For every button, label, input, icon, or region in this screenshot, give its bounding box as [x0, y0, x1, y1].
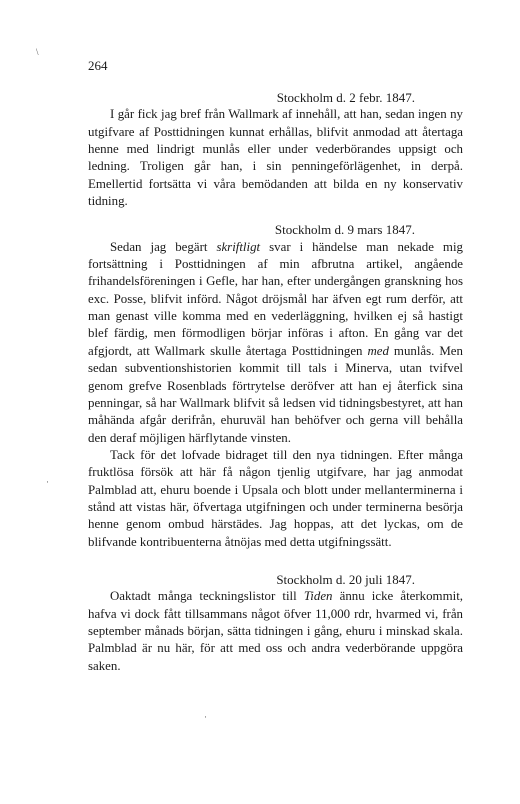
- letter-date: Stockholm d. 20 juli 1847.: [276, 571, 415, 587]
- margin-mark: \: [36, 47, 39, 57]
- paragraph: [88, 447, 463, 551]
- text-run: Sedan jag begärt: [110, 239, 217, 254]
- letter-1: [88, 89, 463, 210]
- letter-2: [88, 221, 463, 551]
- text-run: I går fick jag bref från Wallmark af innehåll, att han, sedan ingen ny utgifvare af Posttidningen kunnat erhållas, blifvit anmodad att återtaga henne med lindrigt munlås eller under vederbörandes uppsigt och ledning. Troligen går han, i sin penningeförlägenhet, in derpå. Emellertid fortsätta vi våra bemödanden att bilda en ny konservativ tidning.: [88, 107, 463, 209]
- bottom-dot: ·: [204, 712, 207, 722]
- text-run: ännu icke återkommit, hafva vi dock fått tillsammans något öfver 11,000 rdr, hvarmed vi, från september månads början, sätta tidningen i gång, ehuru i minskad skala. Palmblad är nu här, för att med oss och andra vederbörande uppgöra saken.: [88, 589, 464, 673]
- letter-date: Stockholm d. 2 febr. 1847.: [276, 90, 415, 105]
- text-run: Oaktadt många teckningslistor till: [110, 589, 304, 604]
- margin-dot: ·: [46, 477, 49, 487]
- paragraph: [88, 588, 463, 675]
- text-run: Tack för det lofvade bidraget till den nya tidningen. Efter många fruktlösa försök att här få någon tjenlig utgifvare, har jag anmodat Palmblad att, ehuru boende i Upsala och blott under mellanterminerna i stånd att vistas här, öfvertaga utgifningen och under terminerna besörja henne genom ombud härstädes. Jag hoppas, att det lyckas, om de blifvande kontribuenterna åtnöjas med detta utgifningssätt.: [88, 447, 463, 549]
- letter-date: Stockholm d. 9 mars 1847.: [274, 222, 415, 238]
- page-body: [88, 60, 463, 675]
- text-run: svar i händelse man nekade mig fortsättning i Posttidningen af min afbrutna artikel, angående frihandelsföreningen i Gefle, har han, efter undergången granskning hos exc. Posse, blifvit införd. Något dröjsmål har äfven egt rum derför, att man genast ville komma med en vederläggning, hvilken ej så hastigt blef färdig, men förmodligen börjar införas i afton. En gång var det afgjordt, att Wallmark skulle återtaga Posttidningen: [88, 239, 463, 358]
- emphasis: Tiden: [303, 589, 333, 604]
- paragraph: [88, 106, 463, 210]
- letter-3: [88, 571, 463, 675]
- text-run: munlås. Men sedan subventionshistorien kommit till tals i Minerva, utan tvifvel genom grefve Rosenblads förtrytelse deröfver att han ej återfick sina penningar, så har Wallmark blifvit så ledsen vid tidningsbestyret, att han måhända afgår derifrån, ehuruväl han behöfver och gerna vill behålla den deraf möjligen härflytande vinsten.: [88, 343, 463, 445]
- paragraph: [88, 239, 463, 447]
- page-number: 264: [88, 58, 108, 73]
- emphasis: med: [367, 343, 389, 358]
- emphasis: skriftligt: [216, 239, 261, 254]
